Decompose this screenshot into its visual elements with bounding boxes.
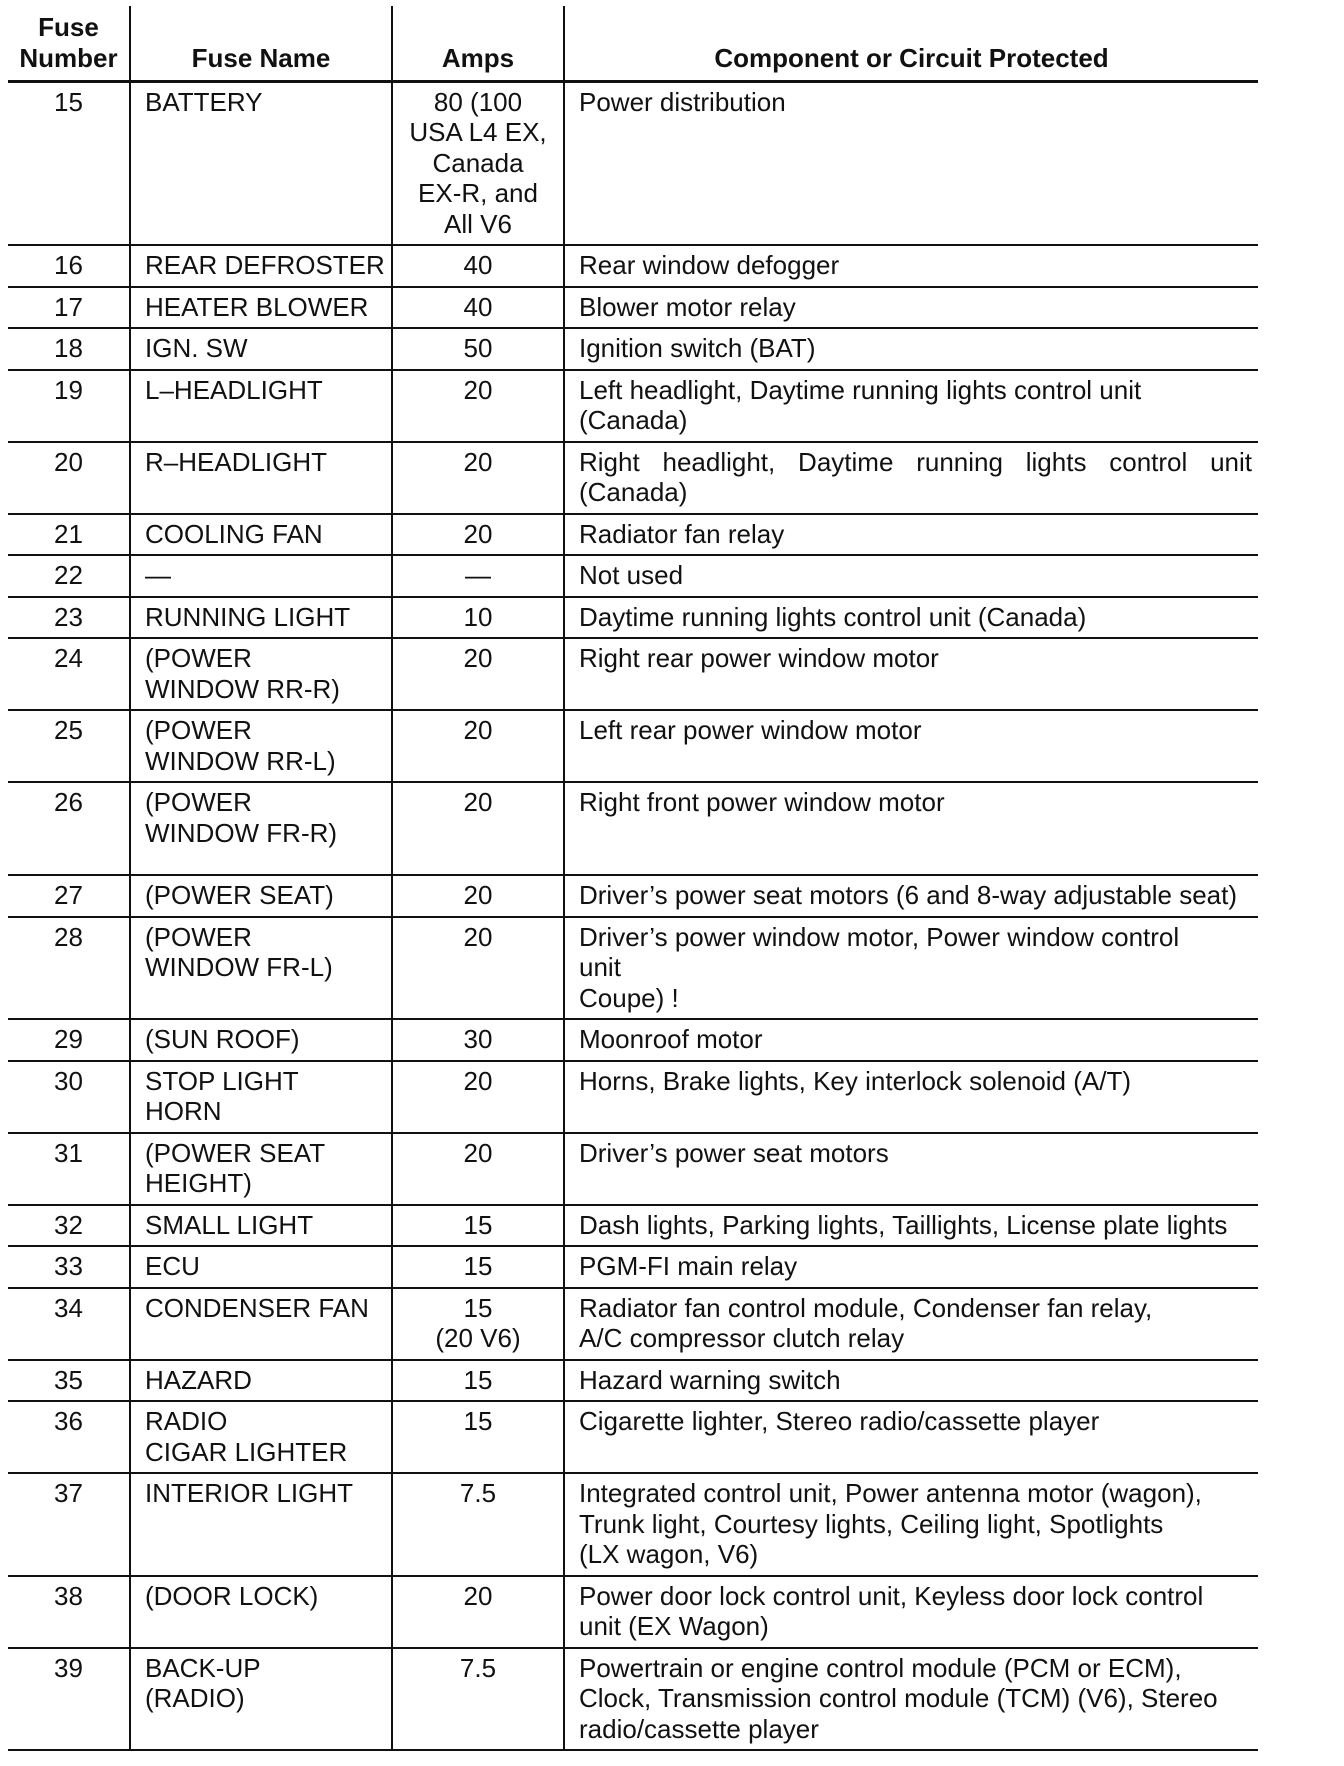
fuse-name-cell-line: SMALL LIGHT [145,1209,314,1240]
fuse-name-cell-line: WINDOW FR-R) [145,817,338,848]
amps-cell [392,328,564,370]
component-cell [564,1288,1258,1360]
fuse-name-cell [130,1648,392,1751]
component-cell [564,1061,1258,1133]
fuse-row [8,1133,1258,1205]
component-cell [564,287,1258,329]
component-cell [564,1360,1258,1402]
fuse-name-cell [130,782,392,875]
component-cell-line: A/C compressor clutch relay [579,1323,905,1353]
header-amps: Amps [392,6,564,81]
fuse-number-cell: 16 [8,245,130,287]
component-cell-line: Trunk light, Courtesy lights, Ceiling light, Spotlights [579,1508,1164,1539]
fuse-name-cell [130,1246,392,1288]
fuse-row [8,1019,1258,1061]
amps-cell-line: 10 [463,601,493,632]
amps-cell [392,710,564,782]
amps-cell-line: 50 [463,333,493,363]
fuse-name-cell-line: IGN. SW [145,333,248,363]
amps-cell-line: 20 [463,1580,493,1611]
fuse-row [8,328,1258,370]
fuse-name-cell-line: (POWER [145,715,252,745]
component-cell-line: PGM-FI main relay [579,1251,798,1281]
component-cell-line: Left rear power window motor [579,715,922,745]
amps-cell-line: — [465,560,491,590]
header-fuse-number [8,6,130,81]
amps-cell-line: EX-R, and [418,178,538,208]
fuse-row [8,875,1258,917]
fuse-name-cell-line: ECU [145,1251,200,1281]
fuse-number-cell: 22 [8,555,130,597]
fuse-name-cell [130,638,392,710]
fuse-name-cell-line: (RADIO) [145,1683,245,1713]
amps-cell [392,81,564,245]
fuse-name-cell [130,245,392,287]
component-cell-line: Right headlight, Daytime running lights control unit (Canada) [579,446,1252,507]
amps-cell-line: 20 [463,374,493,405]
fuse-number-cell: 39 [8,1648,130,1751]
component-cell-line: Right rear power window motor [579,643,939,673]
fuse-number-cell: 38 [8,1576,130,1648]
component-cell-line: Clock, Transmission control module (TCM) (V6), Stereo [579,1683,1218,1713]
fuse-row [8,245,1258,287]
amps-cell-line: 20 [463,1065,493,1096]
fuse-number-cell: 30 [8,1061,130,1133]
fuse-name-cell [130,1133,392,1205]
component-cell-line: Power distribution [579,86,786,117]
fuse-name-cell [130,1205,392,1247]
fuse-name-cell [130,442,392,514]
fuse-name-cell-line: WINDOW RR-R) [145,673,340,704]
component-cell-line: Right front power window motor [579,787,945,817]
component-cell-line: Rear window defogger [579,250,840,280]
header-component: Component or Circuit Protected [564,6,1258,81]
amps-cell [392,1288,564,1360]
component-cell-line: Radiator fan control module, Condenser fan relay, [579,1292,1153,1323]
fuse-name-cell-line: BACK-UP [145,1652,261,1683]
fuse-name-cell-line: HAZARD [145,1364,252,1395]
fuse-row [8,555,1258,597]
fuse-name-cell [130,81,392,245]
amps-cell-line: 20 [463,880,493,910]
component-cell-line: Left headlight, Daytime running lights control unit (Canada) [579,374,1142,435]
amps-cell [392,638,564,710]
fuse-name-cell [130,287,392,329]
amps-cell-line: 15 [463,1406,493,1436]
amps-cell-line: 15 [463,1251,493,1281]
amps-cell [392,1473,564,1576]
fuse-row [8,442,1258,514]
fuse-name-cell-line: HEIGHT) [145,1168,252,1198]
fuse-name-cell [130,917,392,1020]
component-cell-line: Integrated control unit, Power antenna motor (wagon), [579,1478,1202,1508]
component-cell-line: Radiator fan relay [579,518,785,549]
fuse-number-cell: 15 [8,81,130,245]
fuse-name-cell-line: (SUN ROOF) [145,1024,300,1054]
amps-cell-line: Canada [432,147,524,178]
fuse-name-cell [130,1576,392,1648]
component-cell-line: unit (EX Wagon) [579,1611,769,1641]
fuse-number-cell: 17 [8,287,130,329]
component-cell [564,1648,1258,1751]
component-cell [564,1019,1258,1061]
component-cell-line: Driver’s power seat motors [579,1137,889,1168]
fuse-name-cell-line: (POWER [145,643,252,673]
component-cell-line: Moonroof motor [579,1024,763,1054]
fuse-name-cell-line: RUNNING LIGHT [145,601,351,632]
fuse-name-cell-line: (POWER [145,787,252,817]
fuse-name-cell-line: (POWER SEAT) [145,880,334,910]
amps-cell [392,1019,564,1061]
fuse-table [8,6,1258,1751]
amps-cell-line: 7.5 [459,1652,497,1683]
fuse-name-cell-line: (POWER SEAT [145,1137,326,1168]
fuse-number-cell: 21 [8,514,130,556]
fuse-number-cell: 31 [8,1133,130,1205]
amps-cell-line: 15 [463,1209,493,1240]
fuse-name-cell [130,1061,392,1133]
fuse-row [8,1648,1258,1751]
fuse-name-cell-line: INTERIOR LIGHT [145,1478,354,1508]
amps-cell-line: 20 [463,518,493,549]
amps-cell [392,782,564,875]
component-cell [564,370,1258,442]
fuse-name-cell-line: STOP LIGHT [145,1065,299,1096]
component-cell [564,442,1258,514]
amps-cell [392,1360,564,1402]
fuse-number-cell: 25 [8,710,130,782]
fuse-row [8,1205,1258,1247]
fuse-row [8,597,1258,639]
header-row [8,6,1258,81]
component-cell-line: unit [579,952,621,982]
fuse-name-cell [130,328,392,370]
amps-cell [392,1401,564,1473]
amps-cell-line: 7.5 [459,1478,497,1508]
fuse-name-cell-line: WINDOW RR-L) [145,745,336,776]
fuse-number-cell: 24 [8,638,130,710]
amps-cell-line: All V6 [444,208,512,239]
component-cell [564,875,1258,917]
component-cell-line: Powertrain or engine control module (PCM or ECM), [579,1652,1182,1683]
fuse-name-cell [130,370,392,442]
component-cell [564,1133,1258,1205]
amps-cell-line: 40 [463,291,493,322]
fuse-number-cell: 26 [8,782,130,875]
fuse-number-cell: 28 [8,917,130,1020]
fuse-number-cell: 27 [8,875,130,917]
component-cell [564,782,1258,875]
fuse-name-cell [130,514,392,556]
component-cell-line: radio/cassette player [579,1713,819,1744]
fuse-number-cell: 18 [8,328,130,370]
fuse-name-cell-line: HORN [145,1096,222,1126]
component-cell [564,1576,1258,1648]
fuse-row [8,1473,1258,1576]
fuse-name-cell-line: RADIO [145,1406,228,1436]
fuse-row [8,638,1258,710]
fuse-name-cell [130,597,392,639]
fuse-name-cell [130,710,392,782]
amps-cell-line: 80 (100 [433,86,523,117]
component-cell-line: Cigarette lighter, Stereo radio/cassette player [579,1406,1100,1436]
header-fuse-number-line2: Number [19,42,118,73]
fuse-name-cell [130,555,392,597]
component-cell [564,245,1258,287]
fuse-name-cell-line: HEATER BLOWER [145,291,369,322]
component-cell [564,597,1258,639]
amps-cell [392,917,564,1020]
amps-cell-line: 30 [463,1024,493,1054]
fuse-number-cell: 33 [8,1246,130,1288]
component-cell [564,81,1258,245]
fuse-name-cell-line: CIGAR LIGHTER [145,1436,348,1467]
fuse-row [8,1288,1258,1360]
component-cell-line: (LX wagon, V6) [579,1539,759,1569]
fuse-row [8,287,1258,329]
component-cell [564,1473,1258,1576]
amps-cell-line: USA L4 EX, [409,117,547,147]
component-cell [564,710,1258,782]
fuse-name-cell-line: R–HEADLIGHT [145,446,328,477]
header-fuse-number-line1: Fuse [38,11,99,42]
amps-cell [392,1246,564,1288]
fuse-row [8,514,1258,556]
amps-cell [392,1133,564,1205]
fuse-name-cell-line: — [145,560,171,590]
component-cell-line: Power door lock control unit, Keyless door lock control [579,1580,1204,1611]
fuse-row [8,917,1258,1020]
fuse-row [8,370,1258,442]
fuse-row [8,1401,1258,1473]
component-cell [564,555,1258,597]
amps-cell [392,1576,564,1648]
fuse-name-cell [130,1360,392,1402]
component-cell-line: Blower motor relay [579,291,796,322]
fuse-row [8,1576,1258,1648]
fuse-name-cell-line: COOLING FAN [145,518,323,549]
fuse-name-cell-line: CONDENSER FAN [145,1292,369,1323]
amps-cell-line: 20 [463,1137,493,1168]
fuse-number-cell: 34 [8,1288,130,1360]
fuse-rows [8,81,1258,1750]
component-cell-line: Hazard warning switch [579,1364,841,1395]
fuse-name-cell [130,1288,392,1360]
fuse-name-cell-line: BATTERY [145,86,263,117]
fuse-table-sheet [8,6,1258,1751]
fuse-name-cell-line: L–HEADLIGHT [145,374,323,405]
fuse-row [8,1246,1258,1288]
amps-cell [392,1061,564,1133]
amps-cell-line: 40 [463,250,493,280]
component-cell [564,1246,1258,1288]
fuse-name-cell [130,875,392,917]
amps-cell [392,1648,564,1751]
fuse-row [8,81,1258,245]
component-cell-line: Horns, Brake lights, Key interlock solenoid (A/T) [579,1065,1131,1096]
fuse-name-cell [130,1019,392,1061]
component-cell [564,328,1258,370]
component-cell-line: Not used [579,560,684,590]
amps-cell [392,370,564,442]
amps-cell-line: 20 [463,921,493,952]
component-cell [564,638,1258,710]
fuse-number-cell: 35 [8,1360,130,1402]
amps-cell [392,597,564,639]
amps-cell-line: 20 [463,643,493,673]
component-cell [564,1205,1258,1247]
component-cell-line: Driver’s power seat motors (6 and 8-way adjustable seat) [579,880,1237,910]
amps-cell [392,514,564,556]
header-fuse-name: Fuse Name [130,6,392,81]
component-cell-line: Dash lights, Parking lights, Taillights, License plate lights [579,1209,1228,1240]
fuse-name-cell-line: (DOOR LOCK) [145,1580,319,1611]
component-cell-line: Driver’s power window motor, Power window control [579,921,1180,952]
amps-cell-line: 15 [463,1292,493,1323]
amps-cell-line: (20 V6) [435,1323,521,1353]
fuse-name-cell [130,1401,392,1473]
amps-cell [392,875,564,917]
component-cell-line: Ignition switch (BAT) [579,333,816,363]
amps-cell [392,442,564,514]
fuse-number-cell: 32 [8,1205,130,1247]
component-cell-line: Coupe) ! [579,982,679,1013]
fuse-number-cell: 36 [8,1401,130,1473]
fuse-row [8,1061,1258,1133]
component-cell [564,514,1258,556]
component-cell [564,1401,1258,1473]
amps-cell [392,555,564,597]
component-cell-line: Daytime running lights control unit (Canada) [579,601,1087,632]
fuse-number-cell: 29 [8,1019,130,1061]
fuse-row [8,782,1258,875]
amps-cell-line: 20 [463,787,493,817]
fuse-number-cell: 37 [8,1473,130,1576]
fuse-name-cell-line: WINDOW FR-L) [145,952,333,982]
fuse-number-cell: 19 [8,370,130,442]
amps-cell [392,287,564,329]
fuse-number-cell: 23 [8,597,130,639]
component-cell [564,917,1258,1020]
fuse-row [8,710,1258,782]
fuse-name-cell-line: (POWER [145,921,252,952]
amps-cell-line: 20 [463,715,493,745]
fuse-number-cell: 20 [8,442,130,514]
fuse-name-cell-line: REAR DEFROSTER [145,250,385,280]
amps-cell-line: 20 [463,446,493,477]
amps-cell [392,1205,564,1247]
fuse-name-cell [130,1473,392,1576]
amps-cell-line: 15 [463,1364,493,1395]
amps-cell [392,245,564,287]
fuse-row [8,1360,1258,1402]
